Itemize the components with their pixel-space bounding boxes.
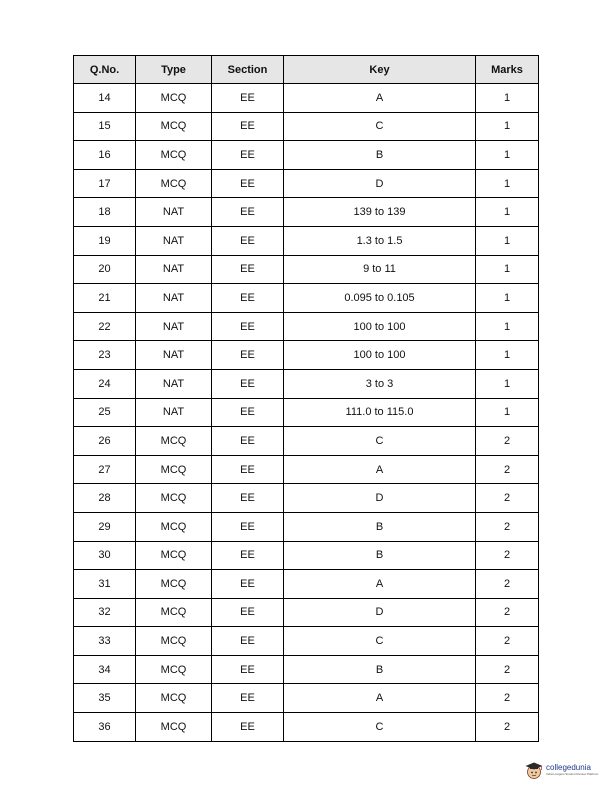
cell-key: C: [284, 427, 476, 456]
cell-key: 0.095 to 0.105: [284, 284, 476, 313]
cell-marks: 1: [476, 169, 539, 198]
cell-key: A: [284, 455, 476, 484]
cell-type: NAT: [136, 255, 212, 284]
cell-type: MCQ: [136, 141, 212, 170]
cell-type: NAT: [136, 341, 212, 370]
cell-section: EE: [212, 312, 284, 341]
table-row: [74, 141, 539, 170]
cell-type: MCQ: [136, 541, 212, 570]
cell-marks: 1: [476, 369, 539, 398]
table-row: [74, 684, 539, 713]
cell-section: EE: [212, 112, 284, 141]
cell-key: 1.3 to 1.5: [284, 226, 476, 255]
header-key: Key: [284, 56, 476, 84]
cell-section: EE: [212, 684, 284, 713]
cell-marks: 2: [476, 427, 539, 456]
cell-section: EE: [212, 655, 284, 684]
cell-type: NAT: [136, 284, 212, 313]
cell-type: MCQ: [136, 655, 212, 684]
cell-key: B: [284, 512, 476, 541]
cell-qno: 24: [74, 369, 136, 398]
cell-key: 100 to 100: [284, 312, 476, 341]
cell-type: MCQ: [136, 713, 212, 742]
cell-marks: 1: [476, 341, 539, 370]
header-marks: Marks: [476, 56, 539, 84]
table-row: [74, 655, 539, 684]
cell-section: EE: [212, 255, 284, 284]
cell-section: EE: [212, 541, 284, 570]
cell-type: NAT: [136, 398, 212, 427]
cell-qno: 33: [74, 627, 136, 656]
cell-section: EE: [212, 398, 284, 427]
cell-section: EE: [212, 713, 284, 742]
cell-qno: 25: [74, 398, 136, 427]
header-row: [74, 56, 539, 84]
table-row: [74, 427, 539, 456]
cell-section: EE: [212, 570, 284, 599]
cell-section: EE: [212, 369, 284, 398]
cell-type: NAT: [136, 369, 212, 398]
table-row: [74, 312, 539, 341]
cell-marks: 2: [476, 684, 539, 713]
cell-type: NAT: [136, 198, 212, 227]
cell-qno: 34: [74, 655, 136, 684]
cell-marks: 1: [476, 284, 539, 313]
cell-key: C: [284, 112, 476, 141]
cell-marks: 2: [476, 570, 539, 599]
table-body: [74, 84, 539, 742]
header-section: Section: [212, 56, 284, 84]
table-row: [74, 284, 539, 313]
brand-tagline: India's largest Student Review Platform: [546, 772, 599, 776]
cell-marks: 1: [476, 226, 539, 255]
cell-marks: 1: [476, 84, 539, 113]
cell-marks: 2: [476, 627, 539, 656]
cell-qno: 23: [74, 341, 136, 370]
cell-qno: 16: [74, 141, 136, 170]
cell-key: 9 to 11: [284, 255, 476, 284]
table-row: [74, 169, 539, 198]
table-row: [74, 398, 539, 427]
cell-qno: 19: [74, 226, 136, 255]
answer-key-table: [73, 55, 539, 742]
cell-qno: 18: [74, 198, 136, 227]
cell-type: MCQ: [136, 169, 212, 198]
cell-marks: 1: [476, 112, 539, 141]
cell-key: C: [284, 713, 476, 742]
cell-key: A: [284, 570, 476, 599]
cell-section: EE: [212, 284, 284, 313]
cell-section: EE: [212, 84, 284, 113]
cell-marks: 1: [476, 141, 539, 170]
cell-qno: 36: [74, 713, 136, 742]
table-row: [74, 369, 539, 398]
cell-marks: 1: [476, 312, 539, 341]
cell-section: EE: [212, 169, 284, 198]
cell-key: A: [284, 84, 476, 113]
cell-type: MCQ: [136, 570, 212, 599]
cell-qno: 31: [74, 570, 136, 599]
cell-type: MCQ: [136, 512, 212, 541]
cell-qno: 20: [74, 255, 136, 284]
cell-marks: 1: [476, 255, 539, 284]
cell-qno: 21: [74, 284, 136, 313]
table-row: [74, 255, 539, 284]
header-type: Type: [136, 56, 212, 84]
graduate-mascot-icon: [524, 760, 544, 780]
cell-key: D: [284, 169, 476, 198]
table-row: [74, 198, 539, 227]
cell-type: NAT: [136, 226, 212, 255]
table-row: [74, 84, 539, 113]
table-row: [74, 627, 539, 656]
table-row: [74, 541, 539, 570]
table-row: [74, 226, 539, 255]
cell-marks: 1: [476, 198, 539, 227]
table-row: [74, 341, 539, 370]
cell-marks: 2: [476, 484, 539, 513]
cell-key: 139 to 139: [284, 198, 476, 227]
table-row: [74, 512, 539, 541]
cell-key: D: [284, 484, 476, 513]
cell-qno: 14: [74, 84, 136, 113]
cell-type: MCQ: [136, 684, 212, 713]
cell-key: C: [284, 627, 476, 656]
cell-marks: 2: [476, 541, 539, 570]
cell-qno: 30: [74, 541, 136, 570]
cell-marks: 2: [476, 455, 539, 484]
cell-marks: 2: [476, 512, 539, 541]
cell-type: MCQ: [136, 598, 212, 627]
cell-type: NAT: [136, 312, 212, 341]
cell-type: MCQ: [136, 627, 212, 656]
cell-qno: 35: [74, 684, 136, 713]
cell-section: EE: [212, 141, 284, 170]
cell-key: 100 to 100: [284, 341, 476, 370]
cell-qno: 32: [74, 598, 136, 627]
table-row: [74, 570, 539, 599]
cell-section: EE: [212, 226, 284, 255]
cell-key: B: [284, 541, 476, 570]
cell-type: MCQ: [136, 84, 212, 113]
brand-name: collegedunia: [546, 763, 591, 772]
cell-qno: 17: [74, 169, 136, 198]
table-row: [74, 455, 539, 484]
table-row: [74, 713, 539, 742]
cell-marks: 2: [476, 713, 539, 742]
table-row: [74, 598, 539, 627]
cell-section: EE: [212, 512, 284, 541]
cell-section: EE: [212, 341, 284, 370]
cell-section: EE: [212, 198, 284, 227]
cell-section: EE: [212, 455, 284, 484]
cell-type: MCQ: [136, 484, 212, 513]
cell-key: D: [284, 598, 476, 627]
cell-section: EE: [212, 627, 284, 656]
cell-key: 3 to 3: [284, 369, 476, 398]
cell-type: MCQ: [136, 455, 212, 484]
cell-marks: 1: [476, 398, 539, 427]
cell-key: B: [284, 655, 476, 684]
cell-key: A: [284, 684, 476, 713]
cell-qno: 26: [74, 427, 136, 456]
cell-section: EE: [212, 484, 284, 513]
cell-qno: 15: [74, 112, 136, 141]
cell-marks: 2: [476, 655, 539, 684]
cell-type: MCQ: [136, 427, 212, 456]
cell-marks: 2: [476, 598, 539, 627]
cell-type: MCQ: [136, 112, 212, 141]
header-qno: Q.No.: [74, 56, 136, 84]
table-row: [74, 112, 539, 141]
cell-qno: 29: [74, 512, 136, 541]
cell-qno: 22: [74, 312, 136, 341]
cell-qno: 28: [74, 484, 136, 513]
cell-section: EE: [212, 598, 284, 627]
cell-key: 111.0 to 115.0: [284, 398, 476, 427]
table-row: [74, 484, 539, 513]
cell-qno: 27: [74, 455, 136, 484]
brand-footer: [524, 758, 598, 782]
cell-section: EE: [212, 427, 284, 456]
cell-key: B: [284, 141, 476, 170]
